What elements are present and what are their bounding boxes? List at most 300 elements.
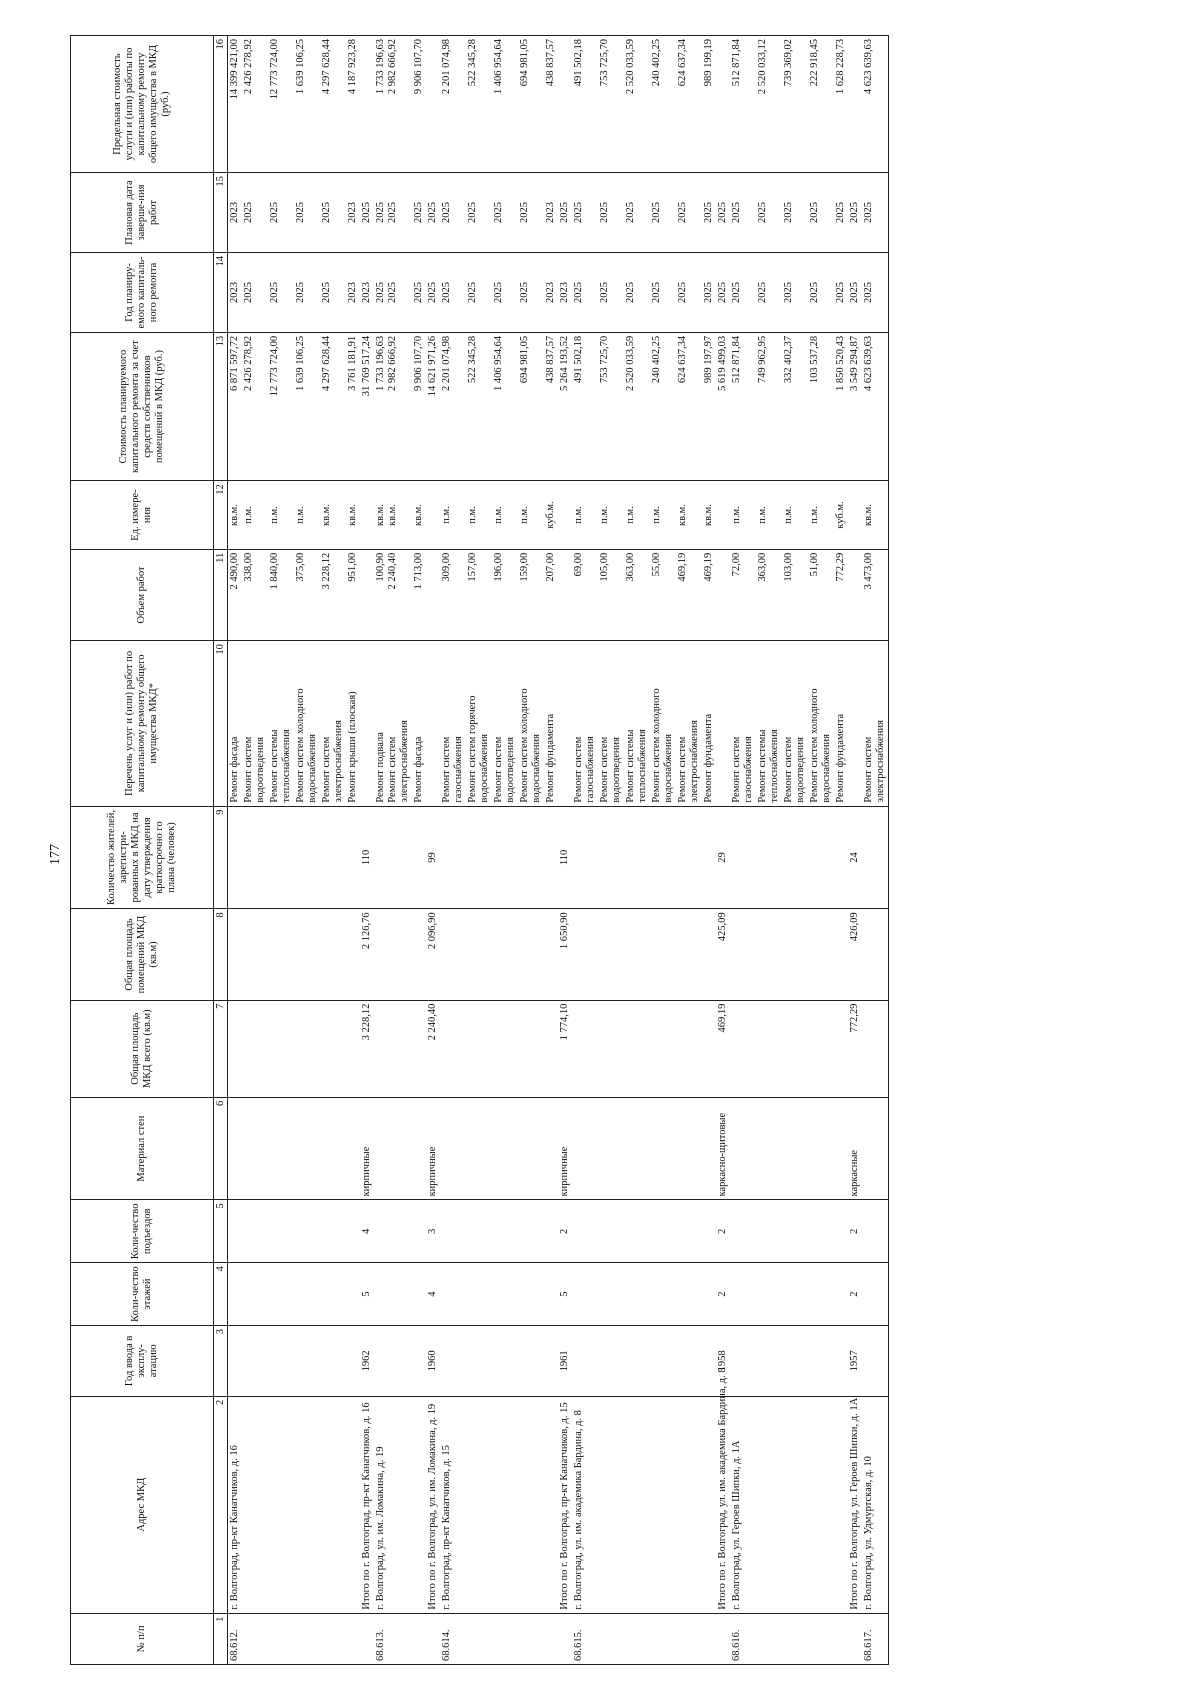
cell-text: кирпичные bbox=[427, 1146, 438, 1197]
cell-col-5 bbox=[782, 1200, 808, 1263]
cell-text: 103 537,28 bbox=[809, 335, 820, 384]
cell-text: 332 402,37 bbox=[783, 335, 794, 384]
cell-col-9 bbox=[346, 806, 360, 909]
column-number-6: 6 bbox=[214, 1097, 228, 1200]
cell-col-11 bbox=[558, 549, 572, 640]
cell-col-3 bbox=[374, 1325, 412, 1396]
cell-col-15 bbox=[782, 173, 808, 253]
cell-col-8 bbox=[544, 909, 558, 1000]
cell-col-1 bbox=[268, 1613, 294, 1664]
cell-col-8 bbox=[702, 909, 716, 1000]
header-col-1: № п/п bbox=[71, 1613, 214, 1664]
cell-text: 2 520 033,12 bbox=[757, 39, 768, 95]
cell-col-3 bbox=[834, 1325, 848, 1396]
cell-col-13 bbox=[320, 332, 346, 480]
cell-text: 2 982 666,92 bbox=[387, 39, 398, 95]
table-row bbox=[782, 36, 808, 1665]
cell-text: 68.613. bbox=[375, 1629, 386, 1661]
cell-col-12 bbox=[782, 481, 808, 549]
cell-text: 5 264 193,52 bbox=[559, 335, 570, 392]
cell-col-15 bbox=[808, 173, 834, 253]
column-number-3: 3 bbox=[214, 1325, 228, 1396]
cell-text: 2025 bbox=[243, 281, 254, 303]
table-row bbox=[598, 36, 624, 1665]
cell-col-5 bbox=[346, 1200, 360, 1263]
cell-col-13 bbox=[440, 332, 466, 480]
cell-col-2 bbox=[320, 1396, 346, 1613]
cell-text: 989 197,97 bbox=[703, 335, 714, 384]
cell-text: кв.м. bbox=[229, 504, 240, 527]
cell-text: 491 502,18 bbox=[573, 335, 584, 384]
cell-col-1 bbox=[518, 1613, 544, 1664]
cell-col-14 bbox=[374, 253, 412, 333]
cell-col-3 bbox=[702, 1325, 716, 1396]
cell-text: 2025 bbox=[651, 202, 662, 224]
cell-col-14 bbox=[466, 253, 492, 333]
cell-col-9 bbox=[558, 806, 572, 909]
cell-col-12 bbox=[572, 481, 598, 549]
cell-text: 4 187 923,28 bbox=[347, 39, 358, 95]
cell-text: газоснабжения bbox=[585, 736, 596, 803]
cell-col-13 bbox=[756, 332, 782, 480]
cell-col-14 bbox=[676, 253, 702, 333]
cell-col-15 bbox=[320, 173, 346, 253]
cell-col-1 bbox=[808, 1613, 834, 1664]
cell-col-4 bbox=[624, 1263, 650, 1326]
cell-col-10 bbox=[558, 641, 572, 807]
cell-col-13 bbox=[228, 332, 243, 480]
column-number-10: 10 bbox=[214, 641, 228, 807]
cell-text: 2025 bbox=[387, 202, 398, 224]
header-col-5: Коли-чество подъездов bbox=[71, 1200, 214, 1263]
cell-col-11 bbox=[242, 549, 268, 640]
cell-col-12 bbox=[242, 481, 268, 549]
cell-text: 2025 bbox=[413, 281, 424, 303]
cell-text: Ремонт систем bbox=[387, 736, 398, 803]
cell-col-13 bbox=[730, 332, 756, 480]
cell-col-2 bbox=[268, 1396, 294, 1613]
cell-col-14 bbox=[848, 253, 862, 333]
cell-col-16 bbox=[730, 36, 756, 173]
table-row bbox=[518, 36, 544, 1665]
cell-col-8 bbox=[228, 909, 243, 1000]
cell-text: 68.614. bbox=[441, 1629, 452, 1661]
cell-col-9 bbox=[412, 806, 426, 909]
cell-text: 68.615. bbox=[573, 1629, 584, 1661]
cell-text: водоотведения bbox=[611, 736, 622, 803]
cell-text: водоотведения bbox=[505, 736, 516, 803]
cell-col-9 bbox=[624, 806, 650, 909]
cell-col-11 bbox=[702, 549, 716, 640]
cell-text: 1 628 228,73 bbox=[835, 39, 846, 95]
cell-col-10 bbox=[268, 641, 294, 807]
cell-col-13 bbox=[702, 332, 716, 480]
cell-col-2 bbox=[572, 1396, 598, 1613]
cell-col-8 bbox=[466, 909, 492, 1000]
cell-col-2 bbox=[808, 1396, 834, 1613]
cell-col-2 bbox=[676, 1396, 702, 1613]
cell-text: 753 725,70 bbox=[599, 335, 610, 384]
cell-col-4 bbox=[346, 1263, 360, 1326]
cell-col-15 bbox=[426, 173, 440, 253]
cell-col-9 bbox=[676, 806, 702, 909]
cell-col-3 bbox=[544, 1325, 558, 1396]
cell-col-14 bbox=[320, 253, 346, 333]
cell-col-9 bbox=[492, 806, 518, 909]
cell-text: газоснабжения bbox=[743, 736, 754, 803]
table-row bbox=[492, 36, 518, 1665]
cell-text: 207,00 bbox=[545, 552, 556, 582]
cell-text: Ремонт фасада bbox=[413, 736, 424, 803]
cell-col-8 bbox=[848, 909, 862, 1000]
cell-col-9 bbox=[808, 806, 834, 909]
cell-text: 2025 bbox=[375, 281, 386, 303]
cell-col-4 bbox=[598, 1263, 624, 1326]
cell-text: Ремонт фундамента bbox=[703, 713, 714, 803]
table-row bbox=[412, 36, 426, 1665]
cell-text: 2 240,40 bbox=[427, 1003, 438, 1041]
cell-text: 2025 bbox=[427, 202, 438, 224]
cell-col-3 bbox=[624, 1325, 650, 1396]
cell-col-16 bbox=[466, 36, 492, 173]
cell-col-3 bbox=[558, 1325, 572, 1396]
cell-col-6 bbox=[702, 1097, 716, 1200]
document-sheet bbox=[48, 35, 1168, 1665]
cell-col-14 bbox=[624, 253, 650, 333]
cell-text: 2 490,00 bbox=[229, 552, 240, 590]
cell-text: 9 906 107,70 bbox=[413, 39, 424, 95]
cell-text: 2025 bbox=[321, 202, 332, 224]
cell-text: 240 402,25 bbox=[651, 335, 662, 384]
cell-text: 159,00 bbox=[519, 552, 530, 582]
cell-col-4 bbox=[426, 1263, 440, 1326]
cell-col-5 bbox=[702, 1200, 716, 1263]
cell-col-7 bbox=[808, 1000, 834, 1097]
cell-col-5 bbox=[426, 1200, 440, 1263]
cell-text: куб.м. bbox=[545, 501, 556, 529]
cell-col-15 bbox=[492, 173, 518, 253]
cell-text: 2 520 033,59 bbox=[625, 335, 636, 392]
cell-col-4 bbox=[518, 1263, 544, 1326]
cell-col-3 bbox=[572, 1325, 598, 1396]
cell-col-6 bbox=[862, 1097, 889, 1200]
cell-col-12 bbox=[268, 481, 294, 549]
cell-text: 438 837,57 bbox=[545, 335, 556, 384]
cell-col-1 bbox=[320, 1613, 346, 1664]
column-number-14: 14 bbox=[214, 253, 228, 333]
cell-col-12 bbox=[558, 481, 572, 549]
cell-col-6 bbox=[598, 1097, 624, 1200]
cell-text: 222 918,45 bbox=[809, 39, 820, 87]
cell-col-16 bbox=[228, 36, 243, 173]
cell-col-6 bbox=[492, 1097, 518, 1200]
cell-text: г. Волгоград, пр-кт Канатчиков, д. 16 bbox=[229, 1445, 240, 1610]
cell-text: п.м. bbox=[783, 506, 794, 524]
cell-col-14 bbox=[492, 253, 518, 333]
cell-text: 2023 bbox=[347, 281, 358, 303]
cell-text: 1958 bbox=[717, 1350, 728, 1372]
cell-col-15 bbox=[572, 173, 598, 253]
cell-col-14 bbox=[650, 253, 676, 333]
cell-col-8 bbox=[518, 909, 544, 1000]
cell-col-16 bbox=[716, 36, 730, 173]
cell-col-5 bbox=[412, 1200, 426, 1263]
cell-text: Ремонт систем холодного bbox=[651, 688, 662, 803]
cell-col-6 bbox=[756, 1097, 782, 1200]
header-col-15: Плановая дата заверше-ния работ bbox=[71, 173, 214, 253]
header-col-16: Предельная стоимость услуги и (или) работы по капитальному ремонту общего имущества в МКД (руб.) bbox=[71, 36, 214, 173]
table-row bbox=[730, 36, 756, 1665]
cell-col-4 bbox=[360, 1263, 374, 1326]
cell-col-3 bbox=[426, 1325, 440, 1396]
cell-col-7 bbox=[412, 1000, 426, 1097]
header-col-4: Коли-чество этажей bbox=[71, 1263, 214, 1326]
cell-col-3 bbox=[466, 1325, 492, 1396]
cell-col-1 bbox=[848, 1613, 862, 1664]
table-row bbox=[544, 36, 558, 1665]
cell-col-12 bbox=[862, 481, 889, 549]
cell-text: 2 520 033,59 bbox=[625, 39, 636, 95]
cell-col-16 bbox=[862, 36, 889, 173]
cell-text: 1 650,90 bbox=[559, 912, 570, 950]
cell-col-14 bbox=[360, 253, 374, 333]
header-col-9: Количество жителей, зарегистри-рованных в МКД на дату утверждения краткосрочно го плана (человек) bbox=[71, 806, 214, 909]
table-row bbox=[374, 36, 412, 1665]
cell-col-8 bbox=[294, 909, 320, 1000]
cell-col-4 bbox=[320, 1263, 346, 1326]
cell-text: 2025 bbox=[863, 202, 874, 224]
cell-text: 2025 bbox=[731, 281, 742, 303]
cell-col-5 bbox=[544, 1200, 558, 1263]
cell-col-13 bbox=[808, 332, 834, 480]
cell-text: водоотведения bbox=[255, 736, 266, 803]
cell-col-10 bbox=[624, 641, 650, 807]
cell-col-10 bbox=[346, 641, 360, 807]
cell-col-11 bbox=[716, 549, 730, 640]
cell-col-1 bbox=[624, 1613, 650, 1664]
cell-text: г. Волгоград, ул. Удмуртская, д. 10 bbox=[863, 1456, 874, 1610]
cell-col-4 bbox=[440, 1263, 466, 1326]
cell-col-14 bbox=[862, 253, 889, 333]
cell-col-11 bbox=[492, 549, 518, 640]
cell-col-13 bbox=[412, 332, 426, 480]
cell-text: каркасные bbox=[849, 1149, 860, 1197]
cell-col-8 bbox=[492, 909, 518, 1000]
cell-col-9 bbox=[598, 806, 624, 909]
cell-text: п.м. bbox=[519, 506, 530, 524]
cell-text: Ремонт систем bbox=[599, 736, 610, 803]
cell-text: 2025 bbox=[427, 281, 438, 303]
cell-col-1 bbox=[440, 1613, 466, 1664]
cell-text: 1 713,00 bbox=[413, 552, 424, 590]
cell-col-14 bbox=[702, 253, 716, 333]
cell-col-9 bbox=[518, 806, 544, 909]
cell-col-6 bbox=[782, 1097, 808, 1200]
cell-text: 338,00 bbox=[243, 552, 254, 582]
cell-col-11 bbox=[834, 549, 848, 640]
capital-repair-table bbox=[70, 35, 889, 1665]
cell-col-6 bbox=[294, 1097, 320, 1200]
cell-col-6 bbox=[848, 1097, 862, 1200]
cell-text: 951,00 bbox=[347, 552, 358, 582]
cell-col-14 bbox=[558, 253, 572, 333]
cell-text: г. Волгоград, пр-кт Канатчиков, д. 15 bbox=[441, 1445, 452, 1610]
cell-col-2 bbox=[518, 1396, 544, 1613]
cell-text: 1961 bbox=[559, 1350, 570, 1372]
cell-col-12 bbox=[294, 481, 320, 549]
cell-text: 363,00 bbox=[625, 552, 636, 582]
cell-col-11 bbox=[466, 549, 492, 640]
cell-col-7 bbox=[294, 1000, 320, 1097]
cell-col-5 bbox=[808, 1200, 834, 1263]
table-row bbox=[624, 36, 650, 1665]
cell-text: теплоснабжения bbox=[769, 729, 780, 803]
cell-col-7 bbox=[242, 1000, 268, 1097]
cell-col-5 bbox=[598, 1200, 624, 1263]
header-col-8: Общая площадь помещений МКД (кв.м) bbox=[71, 909, 214, 1000]
cell-col-16 bbox=[518, 36, 544, 173]
cell-text: Ремонт системы bbox=[757, 729, 768, 803]
cell-text: 469,19 bbox=[677, 552, 688, 582]
cell-col-10 bbox=[360, 641, 374, 807]
cell-col-4 bbox=[268, 1263, 294, 1326]
cell-text: 2023 bbox=[347, 202, 358, 224]
cell-col-2 bbox=[862, 1396, 889, 1613]
cell-col-1 bbox=[544, 1613, 558, 1664]
cell-text: 2023 bbox=[229, 202, 240, 224]
cell-text: 2 096,90 bbox=[427, 912, 438, 950]
cell-col-13 bbox=[834, 332, 848, 480]
cell-col-5 bbox=[242, 1200, 268, 1263]
table-row bbox=[294, 36, 320, 1665]
cell-col-14 bbox=[440, 253, 466, 333]
cell-text: каркасно-щитовые bbox=[717, 1112, 728, 1197]
cell-text: 624 637,34 bbox=[677, 335, 688, 384]
cell-text: 2025 bbox=[269, 202, 280, 224]
cell-col-5 bbox=[558, 1200, 572, 1263]
cell-col-15 bbox=[756, 173, 782, 253]
cell-col-16 bbox=[848, 36, 862, 173]
table-row bbox=[702, 36, 716, 1665]
cell-col-1 bbox=[346, 1613, 360, 1664]
cell-col-14 bbox=[228, 253, 243, 333]
cell-col-5 bbox=[374, 1200, 412, 1263]
cell-text: Ремонт фундамента bbox=[545, 713, 556, 803]
cell-col-11 bbox=[808, 549, 834, 640]
cell-col-15 bbox=[360, 173, 374, 253]
cell-col-5 bbox=[294, 1200, 320, 1263]
cell-text: 2 982 666,92 bbox=[387, 335, 398, 392]
cell-col-4 bbox=[782, 1263, 808, 1326]
cell-col-4 bbox=[412, 1263, 426, 1326]
cell-col-3 bbox=[320, 1325, 346, 1396]
cell-text: 24 bbox=[849, 852, 860, 863]
cell-text: кв.м. bbox=[375, 504, 386, 527]
cell-text: 3 549 294,87 bbox=[849, 335, 860, 392]
cell-col-8 bbox=[862, 909, 889, 1000]
cell-col-5 bbox=[716, 1200, 730, 1263]
cell-text: 5 bbox=[559, 1291, 570, 1297]
cell-text: 3 228,12 bbox=[361, 1003, 372, 1041]
cell-col-8 bbox=[572, 909, 598, 1000]
cell-text: 157,00 bbox=[467, 552, 478, 582]
cell-text: 103,00 bbox=[783, 552, 794, 582]
cell-col-13 bbox=[518, 332, 544, 480]
cell-col-9 bbox=[848, 806, 862, 909]
cell-text: 2025 bbox=[441, 281, 452, 303]
cell-text: 2 bbox=[717, 1291, 728, 1297]
cell-text: 2025 bbox=[441, 202, 452, 224]
column-number-11: 11 bbox=[214, 549, 228, 640]
cell-col-15 bbox=[862, 173, 889, 253]
cell-col-10 bbox=[834, 641, 848, 807]
cell-col-15 bbox=[544, 173, 558, 253]
cell-col-11 bbox=[268, 549, 294, 640]
table-row bbox=[808, 36, 834, 1665]
cell-text: 1 774,10 bbox=[559, 1003, 570, 1041]
cell-col-14 bbox=[518, 253, 544, 333]
cell-text: теплоснабжения bbox=[281, 729, 292, 803]
cell-text: 522 345,28 bbox=[467, 335, 478, 384]
cell-col-8 bbox=[808, 909, 834, 1000]
cell-text: Итого по г. Волгоград, ул. им. Ломакина, д. 19 bbox=[427, 1403, 438, 1610]
table-row bbox=[360, 36, 374, 1665]
cell-col-4 bbox=[716, 1263, 730, 1326]
cell-col-1 bbox=[412, 1613, 426, 1664]
cell-col-9 bbox=[440, 806, 466, 909]
cell-text: 3 bbox=[427, 1228, 438, 1234]
cell-col-8 bbox=[268, 909, 294, 1000]
cell-col-11 bbox=[598, 549, 624, 640]
cell-col-7 bbox=[426, 1000, 440, 1097]
cell-text: Ремонт фундамента bbox=[835, 713, 846, 803]
cell-col-10 bbox=[228, 641, 243, 807]
cell-col-16 bbox=[544, 36, 558, 173]
cell-text: Ремонт систем bbox=[863, 736, 874, 803]
header-col-14: Год планиру-емого капиталь-ного ремонта bbox=[71, 253, 214, 333]
cell-col-10 bbox=[294, 641, 320, 807]
cell-text: 2023 bbox=[229, 281, 240, 303]
cell-col-5 bbox=[360, 1200, 374, 1263]
cell-col-12 bbox=[426, 481, 440, 549]
cell-col-7 bbox=[716, 1000, 730, 1097]
cell-col-2 bbox=[374, 1396, 412, 1613]
cell-col-15 bbox=[676, 173, 702, 253]
cell-text: Ремонт системы bbox=[269, 729, 280, 803]
cell-col-1 bbox=[702, 1613, 716, 1664]
cell-text: 68.617. bbox=[863, 1629, 874, 1661]
cell-text: 5 bbox=[361, 1291, 372, 1297]
cell-col-1 bbox=[650, 1613, 676, 1664]
cell-text: 1 639 106,25 bbox=[295, 335, 306, 392]
cell-col-14 bbox=[782, 253, 808, 333]
cell-col-15 bbox=[716, 173, 730, 253]
cell-text: 2025 bbox=[493, 281, 504, 303]
cell-col-6 bbox=[518, 1097, 544, 1200]
cell-text: теплоснабжения bbox=[637, 729, 648, 803]
cell-col-4 bbox=[558, 1263, 572, 1326]
cell-text: 2 201 074,98 bbox=[441, 39, 452, 95]
cell-text: 12 773 724,00 bbox=[269, 39, 280, 100]
header-col-11: Объем работ bbox=[71, 549, 214, 640]
cell-col-10 bbox=[730, 641, 756, 807]
cell-text: 2023 bbox=[559, 281, 570, 303]
cell-col-12 bbox=[808, 481, 834, 549]
cell-text: 14 399 421,00 bbox=[229, 39, 240, 100]
cell-col-5 bbox=[730, 1200, 756, 1263]
cell-col-11 bbox=[440, 549, 466, 640]
cell-text: 363,00 bbox=[757, 552, 768, 582]
